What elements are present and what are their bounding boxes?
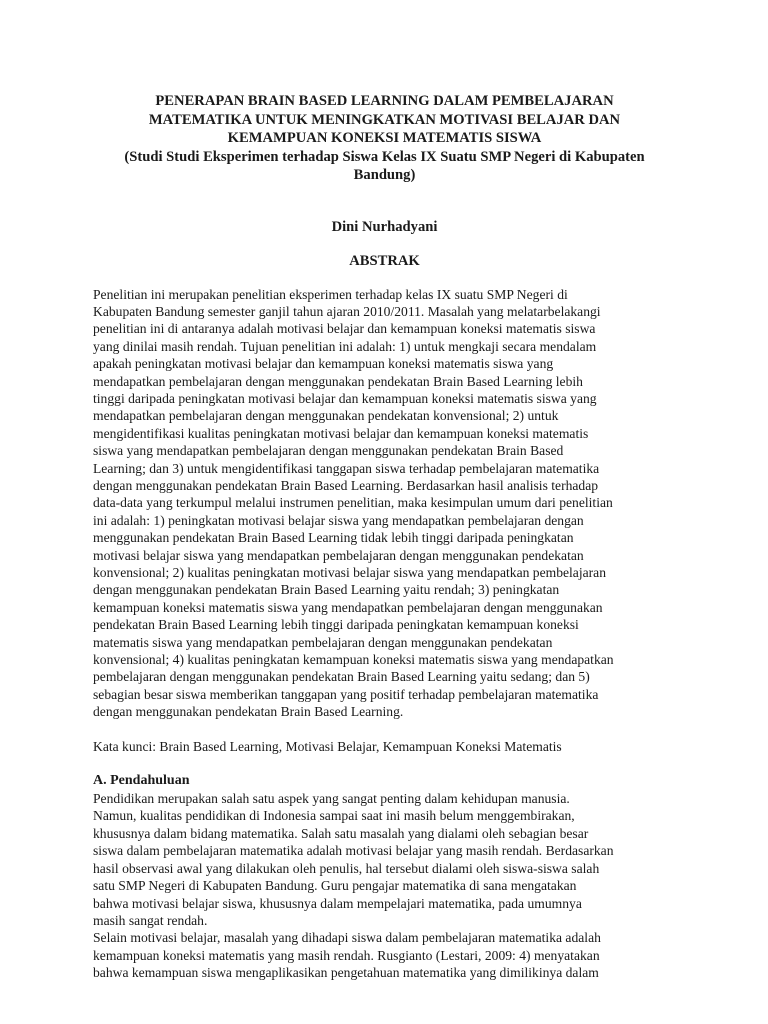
- body-line: Pendidikan merupakan salah satu aspek yang sangat penting dalam kehidupan manusia.: [93, 791, 570, 807]
- author-name: Dini Nurhadyani: [331, 218, 438, 235]
- abstract-line: konvensional; 2) kualitas peningkatan motivasi belajar siswa yang mendapatkan pembelajaran: [93, 565, 607, 580]
- body-line: hasil observasi awal yang dilakukan oleh penulis, hal tersebut dialami oleh siswa-siswa salah: [93, 860, 600, 876]
- body-line: kemampuan koneksi matematis yang masih rendah. Rusgianto (Lestari, 2009: 4) menyatakan: [93, 947, 600, 963]
- abstract-line: motivasi belajar siswa yang mendapatkan pembelajaran dengan menggunakan pendekatan: [93, 547, 584, 563]
- section-body: [93, 790, 676, 981]
- keywords-line: Kata kunci: Brain Based Learning, Motivasi Belajar, Kemampuan Koneksi Matematis: [93, 738, 562, 754]
- abstract-line: mengidentifikasi kualitas peningkatan motivasi belajar dan kemampuan koneksi matematis: [93, 425, 589, 441]
- document-title: [93, 92, 676, 185]
- title-line: KEMAMPUAN KONEKSI MATEMATIS SISWA: [227, 130, 542, 146]
- abstract-line: tinggi daripada peningkatan motivasi belajar dan kemampuan koneksi matematis siswa yang: [93, 390, 597, 406]
- abstract-line: yang dinilai masih rendah. Tujuan penelitian ini adalah: 1) untuk mengkaji secara mendalam: [93, 338, 597, 354]
- abstract-line: dengan menggunakan pendekatan Brain Based Learning. Berdasarkan hasil analisis terhadap: [93, 477, 599, 493]
- abstract-line: data-data yang terkumpul melalui instrumen penelitian, maka kesimpulan umum dari penelitian: [93, 495, 613, 511]
- body-line: satu SMP Negeri di Kabupaten Bandung. Guru pengajar matematika di sana mengatakan: [93, 878, 577, 894]
- section-heading: A. Pendahuluan: [93, 773, 190, 789]
- abstract-line: Learning; dan 3) untuk mengidentifikasi tanggapan siswa terhadap pembelajaran matematika: [93, 460, 600, 476]
- abstract-line: apakah peningkatan motivasi belajar dan kemampuan koneksi matematis siswa yang: [93, 356, 554, 372]
- abstract-line: konvensional; 4) kualitas peningkatan kemampuan koneksi matematis siswa yang mendapatkan: [93, 652, 614, 668]
- body-line: siswa dalam pembelajaran matematika adalah motivasi belajar yang masih rendah. Berdasarkan: [93, 843, 614, 859]
- abstract-line: ini adalah: 1) peningkatan motivasi belajar siswa yang mendapatkan pembelajaran dengan: [93, 512, 584, 528]
- abstract-line: Kabupaten Bandung semester ganjil tahun ajaran 2010/2011. Masalah yang melatarbelakangi: [93, 303, 601, 319]
- abstract-line: siswa yang mendapatkan pembelajaran dengan menggunakan pendekatan Brain Based: [93, 443, 564, 459]
- abstract-line: matematis siswa yang mendapatkan pembelajaran dengan menggunakan pendekatan: [93, 634, 553, 650]
- title-line: PENERAPAN BRAIN BASED LEARNING DALAM PEMBELAJARAN: [155, 93, 614, 109]
- abstract-line: kemampuan koneksi matematis siswa yang mendapatkan pembelajaran dengan menggunakan: [93, 599, 603, 615]
- subtitle-line: (Studi Studi Eksperimen terhadap Siswa Kelas IX Suatu SMP Negeri di Kabupaten: [124, 148, 645, 165]
- abstract-line: pembelajaran dengan menggunakan pendekatan Brain Based Learning yaitu sedang; dan 5): [93, 669, 590, 685]
- abstract-line: Penelitian ini merupakan penelitian eksperimen terhadap kelas IX suatu SMP Negeri di: [93, 286, 568, 302]
- abstract-line: dengan menggunakan pendekatan Brain Based Learning.: [93, 704, 404, 720]
- abstract-paragraph: [93, 286, 676, 721]
- body-line: bahwa motivasi belajar siswa, khususnya dalam mempelajari matematika, pada umumnya: [93, 895, 582, 911]
- title-line: MATEMATIKA UNTUK MENINGKATKAN MOTIVASI BELAJAR DAN: [148, 111, 621, 128]
- abstract-line: pendekatan Brain Based Learning lebih tinggi daripada peningkatan kemampuan koneksi: [93, 617, 579, 633]
- abstract-line: sebagian besar siswa memberikan tanggapan yang positif terhadap pembelajaran matematika: [93, 686, 599, 702]
- body-line: bahwa kemampuan siswa mengaplikasikan pengetahuan matematika yang dimilikinya dalam: [93, 965, 599, 981]
- body-line: khususnya dalam bidang matematika. Salah satu masalah yang dialami oleh sebagian besar: [93, 825, 589, 841]
- abstract-line: penelitian ini di antaranya adalah motivasi belajar dan kemampuan koneksi matematis siswa: [93, 321, 596, 337]
- body-line: Selain motivasi belajar, masalah yang dihadapi siswa dalam pembelajaran matematika adalah: [93, 930, 601, 946]
- subtitle-line: Bandung): [353, 167, 416, 183]
- body-line: masih sangat rendah.: [93, 912, 208, 928]
- abstract-line: mendapatkan pembelajaran dengan menggunakan pendekatan Brain Based Learning lebih: [93, 373, 583, 389]
- abstract-line: dengan menggunakan pendekatan Brain Based Learning yaitu rendah; 3) peningkatan: [93, 582, 560, 598]
- abstract-heading: ABSTRAK: [349, 252, 420, 269]
- abstract-line: mendapatkan pembelajaran dengan menggunakan pendekatan konvensional; 2) untuk: [93, 408, 559, 424]
- body-line: Namun, kualitas pendidikan di Indonesia sampai saat ini masih belum menggembirakan,: [93, 808, 575, 824]
- abstract-line: menggunakan pendekatan Brain Based Learning tidak lebih tinggi daripada peningkatan: [93, 530, 574, 546]
- document-page: [93, 92, 676, 982]
